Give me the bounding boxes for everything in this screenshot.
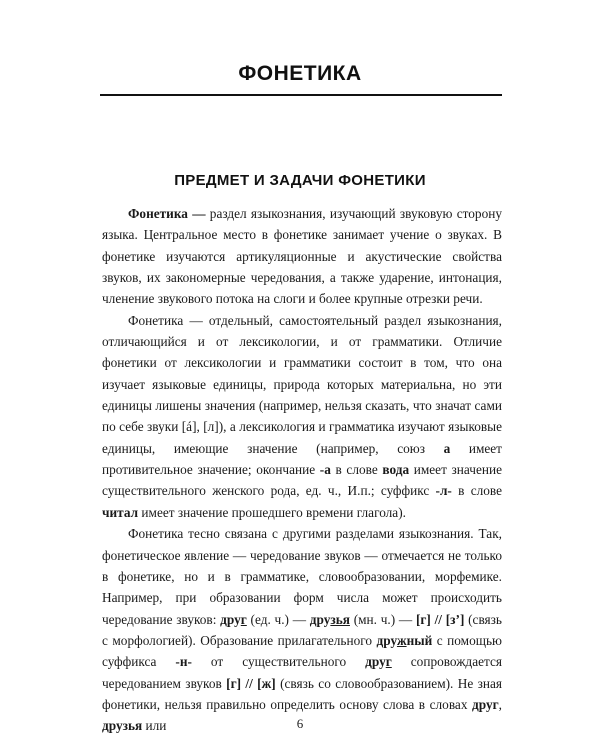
- page-number: 6: [296, 716, 304, 731]
- text-run: (связь с морфологией). Образование прилагательного: [102, 611, 502, 648]
- paragraph-3: [102, 523, 502, 736]
- text-run: в слове: [330, 462, 383, 478]
- text-run: (мн. ч.) —: [349, 611, 416, 627]
- alternation-g-zh: [г] // [ж]: [226, 675, 276, 691]
- example-word-chital: читал: [102, 504, 139, 520]
- example-word-druzya: друзья: [309, 611, 350, 627]
- text-run: (связь со словообразованием). Не зная фонетики, нельзя правильно определить основу слова в словах: [102, 675, 503, 712]
- chapter-title: ФОНЕТИКА: [238, 62, 362, 85]
- example-ending: -а: [319, 462, 331, 478]
- example-word-druzhny: дружный: [376, 632, 433, 648]
- paragraph-2: [102, 310, 502, 523]
- example-suffix-n: -н-: [175, 654, 192, 670]
- alternation-g-z: [г] // [з’]: [415, 611, 465, 627]
- example-suffix: -л-: [435, 483, 452, 499]
- example-word-druzya-2: друзья: [102, 718, 143, 734]
- example-word-drug-2: друг: [365, 654, 392, 670]
- text-run: сопровождается чередованием звуков: [102, 654, 502, 691]
- paragraph-1: [102, 203, 502, 310]
- text-run: имеет противительное значение; окончание: [102, 440, 502, 478]
- title-underline: [100, 94, 502, 96]
- example-word-voda: вода: [382, 462, 410, 478]
- term-phonetics: Фонетика —: [128, 206, 206, 221]
- text-run: ,: [498, 696, 502, 712]
- text-run: или: [142, 718, 167, 734]
- paragraph-1-text: раздел языкознания, изучающий звуковую сторону языка. Центральное место в фонетике занимает учение о звуках. В фонетике изучаются артикуляционные и акустические свойства звуков, их закономерные чередования, а также ударение, интонация, членение звукового потока на слоги и более крупные отрезки речи.: [102, 206, 502, 307]
- section-title: ПРЕДМЕТ И ЗАДАЧИ ФОНЕТИКИ: [174, 172, 426, 189]
- text-run: Фонетика — отдельный, самостоятельный раздел языкознания, отличающийся и от лексикологии, и от грамматики. Отличие фонетики от лексикологии и грамматики состоит в том, что она изучает языковые единицы, природа которых материальна, но эти единицы лишены значения (например, нельзя сказать, что значат сами по себе звуки [á], [л]), а лексикология и грамматика изучают языковые единицы, имеющие значение (например, союз: [102, 312, 502, 456]
- text-run: Фонетика тесно связана с другими разделами языкознания. Так, фонетическое явление — чередование звуков — отмечается не только в фонетике, но и в грамматике, словообразовании, морфемике. Например, при образовании форм числа может происходить чередование звуков:: [102, 526, 502, 627]
- text-run: с помощью суффикса: [102, 632, 502, 670]
- text-run: имеет значение прошедшего времени глагола).: [138, 504, 406, 520]
- example-word-drug: друг: [220, 611, 247, 627]
- text-run: от существительного: [191, 654, 366, 670]
- example-conjunction: а: [443, 440, 451, 456]
- text-run: имеет значение существительного женского рода, ед. ч., И.п.; суффикс: [102, 462, 502, 499]
- text-run: в слове: [451, 483, 502, 499]
- body-text: [102, 203, 502, 737]
- text-run: (ед. ч.) —: [246, 611, 310, 627]
- example-word-drug-3: друг: [472, 696, 499, 712]
